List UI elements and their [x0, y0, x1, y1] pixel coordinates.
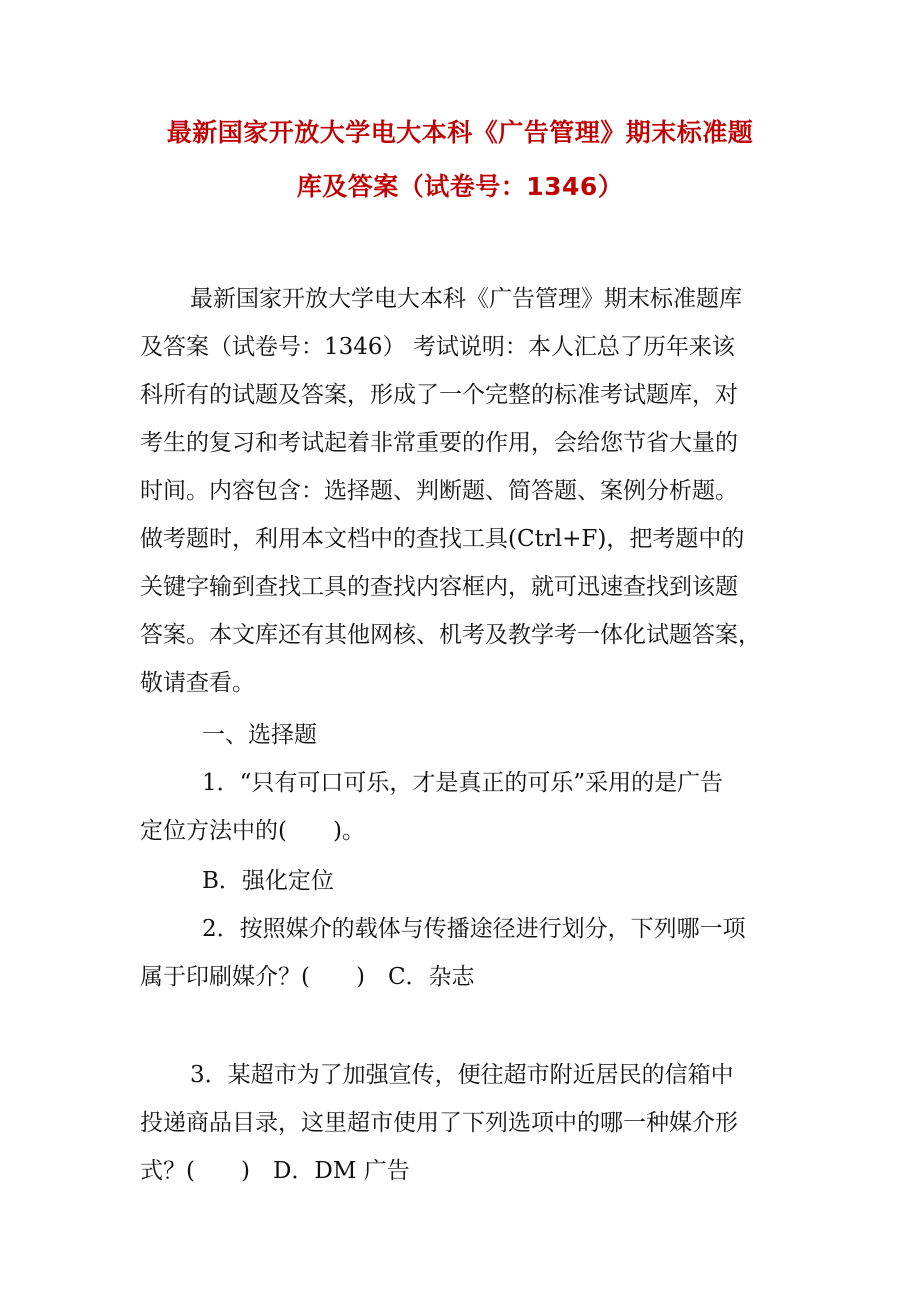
- question-3: [140, 1051, 800, 1201]
- question-2: [140, 905, 800, 1005]
- document-title-line-2: 库及答案（试卷号：1346）: [296, 172, 624, 201]
- question-text: 投递商品目录，这里超市使用了下列选项中的哪一种媒介形: [140, 1110, 738, 1136]
- intro-paragraph: [140, 275, 800, 715]
- question-text: 属于印刷媒介？( ) C．杂志: [140, 964, 475, 990]
- question-text: 3．某超市为了加强宣传，便往超市附近居民的信箱中: [190, 1062, 734, 1088]
- section-heading-block: [140, 711, 800, 759]
- intro-line: 关键字输到查找工具的查找内容框内，就可迅速查找到该题: [140, 574, 738, 600]
- intro-line: 及答案（试卷号：1346） 考试说明：本人汇总了历年来该: [140, 334, 735, 360]
- question-text: 2．按照媒介的载体与传播途径进行划分，下列哪一项: [202, 916, 746, 942]
- intro-line: 答案。本文库还有其他网核、机考及教学考一体化试题答案，: [140, 622, 761, 648]
- intro-line: 时间。内容包含：选择题、判断题、简答题、案例分析题。: [140, 478, 738, 504]
- question-text: 定位方法中的( )。: [140, 818, 365, 844]
- question-1: [140, 759, 800, 909]
- intro-line: 考生的复习和考试起着非常重要的作用，会给您节省大量的: [140, 430, 738, 456]
- section-heading: 一、选择题: [202, 722, 317, 748]
- intro-line: 敬请查看。: [140, 670, 255, 696]
- question-answer: B．强化定位: [202, 868, 334, 894]
- question-text: 式？( ) D．DM 广告: [140, 1158, 410, 1184]
- intro-line: 最新国家开放大学电大本科《广告管理》期末标准题库: [190, 286, 742, 312]
- intro-line: 做考题时，利用本文档中的查找工具(Ctrl+F)，把考题中的: [140, 526, 745, 552]
- document-title-line-1: 最新国家开放大学电大本科《广告管理》期末标准题: [166, 118, 754, 147]
- question-text: 1．“只有可口可乐，才是真正的可乐”采用的是广告: [202, 770, 724, 796]
- intro-line: 科所有的试题及答案，形成了一个完整的标准考试题库，对: [140, 382, 738, 408]
